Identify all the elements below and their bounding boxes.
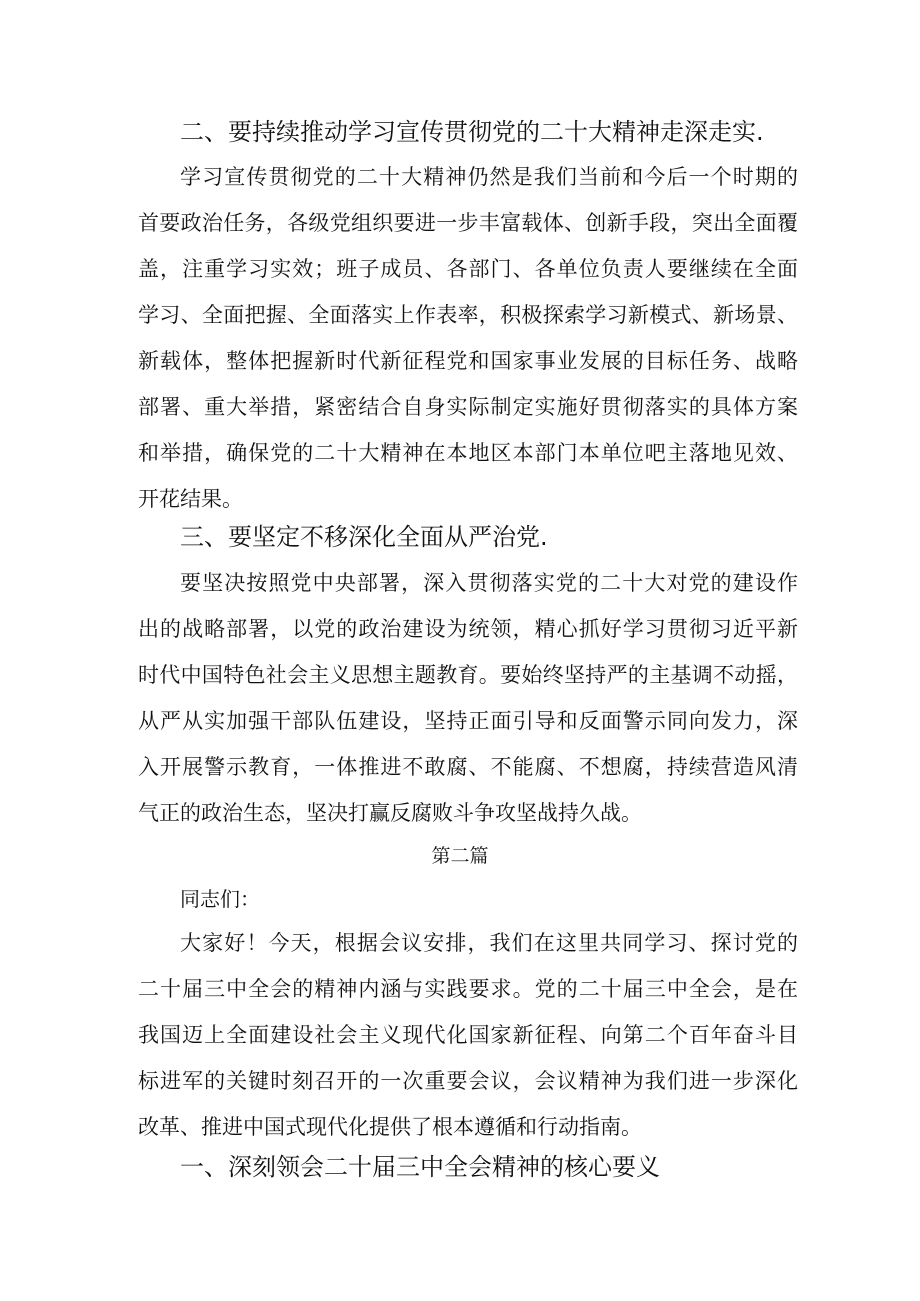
paragraph-line: 出的战略部署，以党的政治建设为统领，精心抓好学习贯彻习近平新 — [138, 617, 798, 641]
paragraph-line: 二十届三中全会的精神内涵与实践要求。党的二十届三中全会，是在 — [138, 977, 798, 1001]
part-title: 第二篇 — [431, 845, 489, 867]
paragraph-line: 盖，注重学习实效；班子成员、各部门、各单位负责人要继续在全面 — [138, 257, 798, 281]
paragraph-line: 新载体，整体把握新时代新征程党和国家事业发展的目标任务、战略 — [138, 349, 798, 373]
paragraph-line: 改革、推进中国式现代化提供了根本遵循和行动指南。 — [138, 1115, 642, 1139]
section-two-paragraph — [138, 154, 798, 522]
intro-paragraph — [138, 920, 798, 1150]
paragraph-line: 部署、重大举措，紧密结合自身实际制定实施好贯彻落实的具体方案 — [138, 395, 798, 419]
paragraph-line: 入开展警示教育，一体推进不敢腐、不能腐、不想腐，持续营造风清 — [138, 755, 798, 779]
section-two-heading: 二、要持续推动学习宣传贯彻党的二十大精神走深走实. — [180, 118, 764, 146]
paragraph-line: 从严从实加强干部队伍建设，坚持正面引导和反面警示同向发力，深 — [138, 709, 798, 733]
paragraph-line: 我国迈上全面建设社会主义现代化国家新征程、向第二个百年奋斗目 — [138, 1023, 798, 1047]
paragraph-line: 时代中国特色社会主义思想主题教育。要始终坚持严的主基调不动摇， — [138, 663, 798, 687]
paragraph-line: 大家好！今天，根据会议安排，我们在这里共同学习、探讨党的 — [180, 931, 798, 955]
section-three-heading: 三、要坚定不移深化全面从严治党. — [180, 523, 548, 551]
salutation: 同志们： — [180, 887, 260, 911]
section-one-heading: 一、深刻领会二十届三中全会精神的核心要义 — [180, 1153, 660, 1181]
section-three-paragraph — [138, 560, 798, 836]
paragraph-line: 首要政治任务，各级党组织要进一步丰富载体、创新手段，突出全面覆 — [138, 211, 798, 235]
paragraph-line: 学习、全面把握、全面落实上作表率，积极探索学习新模式、新场景、 — [138, 303, 798, 327]
paragraph-line: 和举措，确保党的二十大精神在本地区本部门本单位吧主落地见效、 — [138, 441, 798, 465]
paragraph-line: 学习宣传贯彻党的二十大精神仍然是我们当前和今后一个时期的 — [180, 165, 798, 189]
paragraph-line: 气正的政治生态，坚决打赢反腐败斗争攻坚战持久战。 — [138, 801, 642, 825]
paragraph-line: 标进军的关键时刻召开的一次重要会议，会议精神为我们进一步深化 — [138, 1069, 798, 1093]
paragraph-line: 要坚决按照党中央部署，深入贯彻落实党的二十大对党的建设作 — [180, 571, 798, 595]
paragraph-line: 开花结果。 — [138, 487, 243, 511]
